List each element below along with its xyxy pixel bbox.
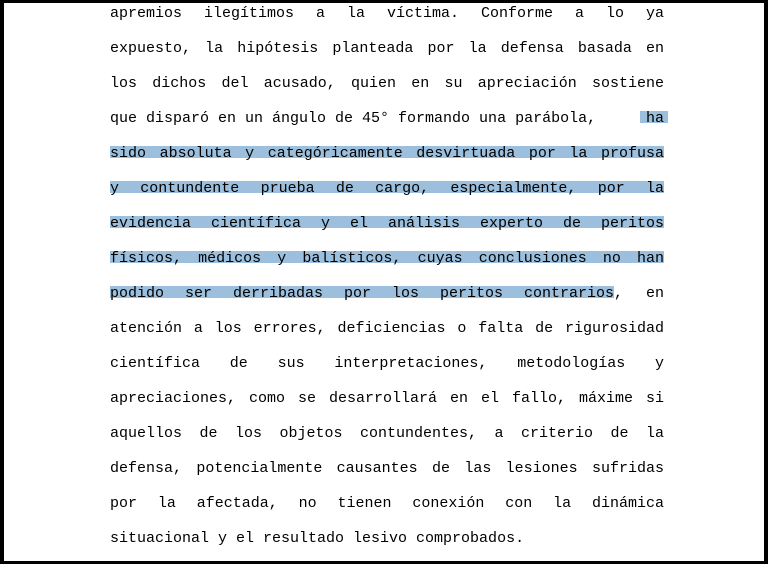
document-page	[4, 3, 764, 561]
highlighted-line: y contundente prueba de cargo, especialmente, por la	[110, 177, 664, 201]
highlighted-text: ha	[646, 110, 665, 127]
highlighted-line: sido absoluta y categóricamente desvirtuada por la profusa	[110, 142, 664, 166]
highlighted-line: físicos, médicos y balísticos, cuyas conclusiones no han	[110, 247, 664, 271]
text-line: apremios ilegítimos a la víctima. Conforme a lo ya	[110, 5, 664, 22]
text-line: apreciaciones, como se desarrollará en el fallo, máxime si	[110, 390, 664, 407]
text-line: científica de sus interpretaciones, metodologías y	[110, 355, 664, 372]
highlighted-text: podido ser derribadas por los peritos contrarios	[110, 285, 614, 302]
highlighted-line: evidencia científica y el análisis experto de peritos	[110, 212, 664, 236]
text-line: defensa, potencialmente causantes de las lesiones sufridas	[110, 460, 664, 477]
text-segment: , en	[614, 285, 664, 302]
text-line	[110, 107, 664, 131]
text-line: atención a los errores, deficiencias o falta de rigurosidad	[110, 320, 664, 337]
text-line: situacional y el resultado lesivo comprobados.	[110, 530, 525, 547]
text-line: aquellos de los objetos contundentes, a criterio de la	[110, 425, 664, 442]
text-line: expuesto, la hipótesis planteada por la defensa basada en	[110, 40, 664, 57]
text-segment: que disparó en un ángulo de 45° formando una parábola,	[110, 110, 597, 127]
text-line	[110, 282, 664, 306]
text-line: por la afectada, no tienen conexión con la dinámica	[110, 495, 664, 512]
text-line: los dichos del acusado, quien en su apreciación sostiene	[110, 75, 664, 92]
